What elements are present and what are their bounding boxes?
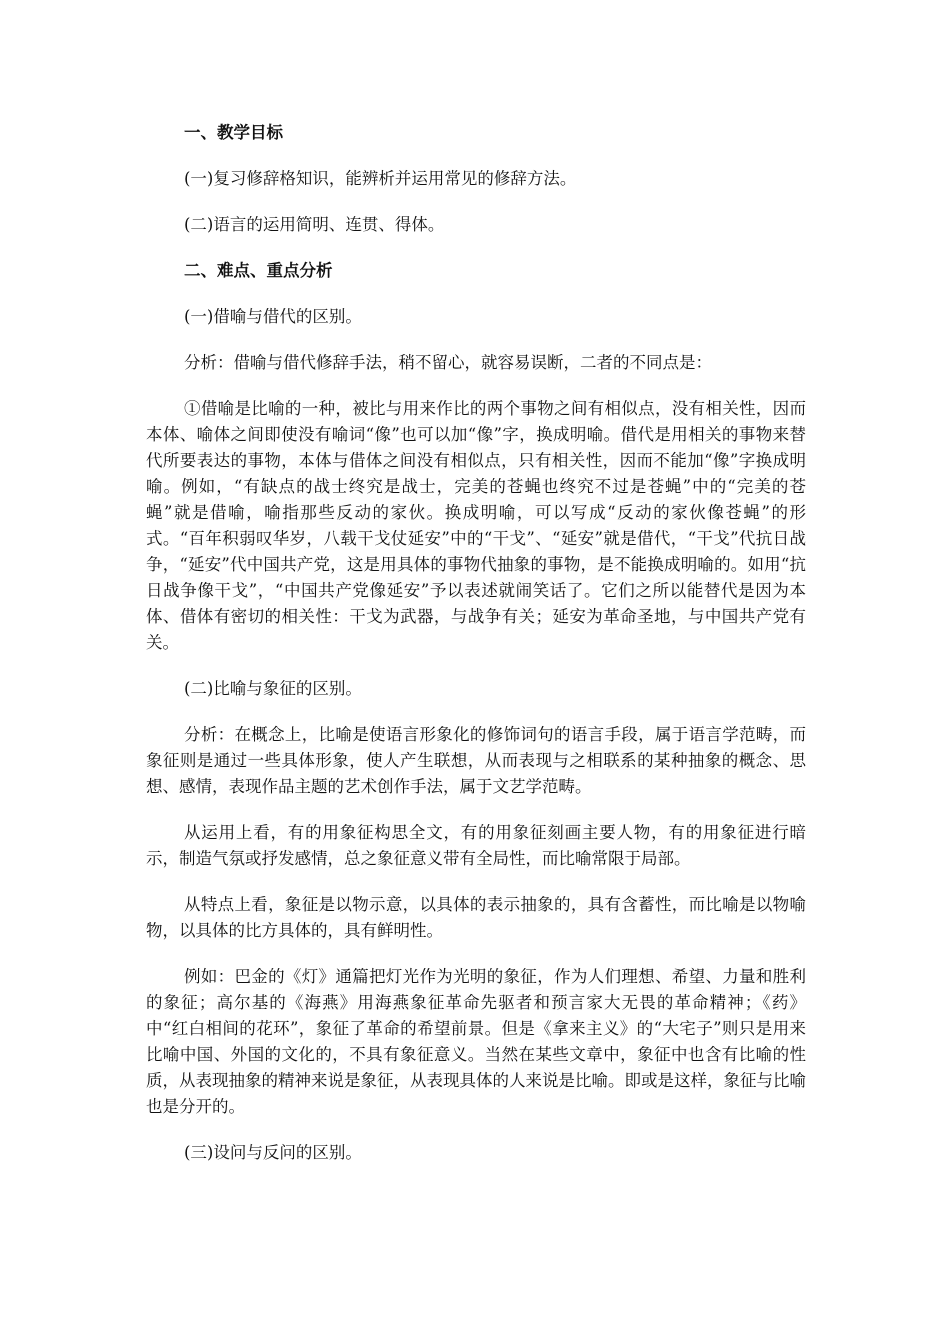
- section-heading-teaching-goals: 一、教学目标: [184, 123, 283, 142]
- goal-item-2: (二)语言的运用简明、连贯、得体。: [184, 215, 445, 234]
- analysis-paragraph-1: ①借喻是比喻的一种，被比与用来作比的两个事物之间有相似点，没有相关性，因而本体、喻体之间即使没有喻词“像”也可以加“像”字，换成明喻。借代是用相关的事物来替代所要表达的事物，本体与借体之间没有相似点，只有相关性，因而不能加“像”字换成明喻。例如，“有缺点的战士终究是战士，完美的苍蝇也终究不过是苍蝇”中的“完美的苍蝇”就是借喻，喻指那些反动的家伙。换成明喻，可以写成“反动的家伙像苍蝇”的形式。“百年积弱叹华岁，八载干戈仗延安”中的“干戈”、“延安”就是借代，“干戈”代抗日战争，“延安”代中国共产党，这是用具体的事物代抽象的事物，是不能换成明喻的。如用“抗日战争像干戈”，“中国共产党像延安”予以表述就闹笑话了。它们之所以能替代是因为本体、借体有密切的相关性：干戈为武器，与战争有关；延安为革命圣地，与中国共产党有关。: [146, 399, 806, 652]
- subsection-title-3: (三)设问与反问的区别。: [184, 1143, 362, 1162]
- section-heading-difficulties: 二、难点、重点分析: [184, 261, 333, 280]
- subsection-title-1: (一)借喻与借代的区别。: [184, 307, 362, 326]
- analysis-intro-1: 分析：借喻与借代修辞手法，稍不留心，就容易误断，二者的不同点是：: [184, 353, 712, 372]
- goal-item-1: (一)复习修辞格知识，能辨析并运用常见的修辞方法。: [184, 169, 577, 188]
- analysis-paragraph-2: 分析：在概念上，比喻是使语言形象化的修饰词句的语言手段，属于语言学范畴，而象征则是通过一些具体形象，使人产生联想，从而表现与之相联系的某种抽象的概念、思想、感情，表现作品主题的艺术创作手法，属于文艺学范畴。: [146, 725, 806, 796]
- document-page: [146, 120, 806, 1186]
- analysis-paragraph-4: 从特点上看，象征是以物示意，以具体的表示抽象的，具有含蓄性，而比喻是以物喻物，以具体的比方具体的，具有鲜明性。: [146, 895, 806, 940]
- analysis-paragraph-3: 从运用上看，有的用象征构思全文，有的用象征刻画主要人物，有的用象征进行暗示，制造气氛或抒发感情，总之象征意义带有全局性，而比喻常限于局部。: [146, 823, 806, 868]
- analysis-paragraph-5: 例如：巴金的《灯》通篇把灯光作为光明的象征，作为人们理想、希望、力量和胜利的象征；高尔基的《海燕》用海燕象征革命先驱者和预言家大无畏的革命精神；《药》中“红白相间的花环”，象征了革命的希望前景。但是《拿来主义》的“大宅子”则只是用来比喻中国、外国的文化的，不具有象征意义。当然在某些文章中，象征中也含有比喻的性质，从表现抽象的精神来说是象征，从表现具体的人来说是比喻。即或是这样，象征与比喻也是分开的。: [146, 967, 806, 1116]
- subsection-title-2: (二)比喻与象征的区别。: [184, 679, 362, 698]
